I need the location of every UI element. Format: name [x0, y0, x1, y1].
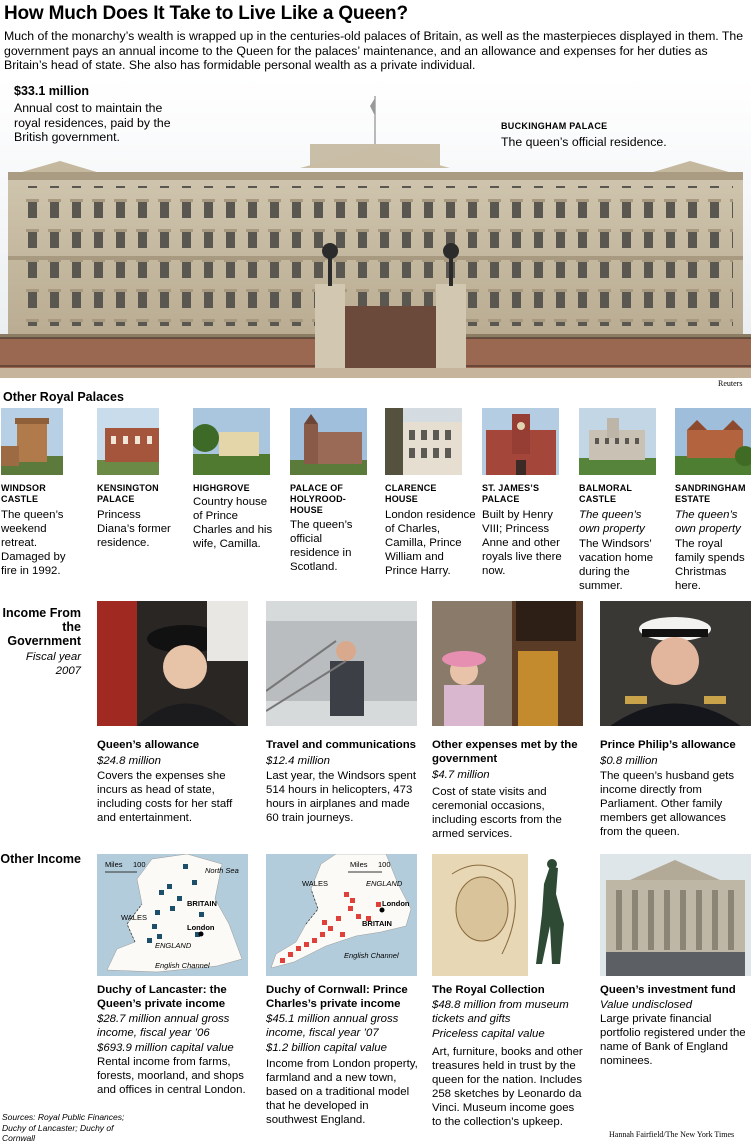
other-item-desc-0: Rental income from farms, forests, moorland, and shops and offices in central London. [97, 1056, 246, 1096]
palace-name-kensington: KENSINGTON PALACE [97, 483, 159, 504]
map2-scale-label: 100 [378, 860, 391, 869]
palace-name-windsor: WINDSOR CASTLE [1, 483, 46, 504]
palace-name-clarence: CLARENCE HOUSE [385, 483, 437, 504]
map1-channel-label: English Channel [155, 961, 210, 970]
palace-name-balmoral: BALMORAL CASTLE [579, 483, 632, 504]
clarence-house-photo [385, 408, 462, 475]
income-gov-sub: Fiscal year 2007 [25, 651, 81, 677]
other-item-value1-3: Value undisclosed [600, 999, 693, 1011]
photo-credit: Reuters [718, 379, 743, 388]
gov-item-title-0: Queen’s allowance [97, 739, 200, 751]
map1-britain-label: BRITAIN [187, 899, 217, 908]
map1-wales-label: WALES [121, 913, 147, 922]
gov-item-title-3: Prince Philip’s allowance [600, 739, 736, 751]
map2-england-label: ENGLAND [366, 879, 403, 888]
palace-name-sandringham: SANDRINGHAM ESTATE [675, 483, 746, 504]
other-item-title-2: The Royal Collection [432, 984, 545, 996]
palace-name-highgrove: HIGHGROVE [193, 483, 250, 493]
intro-text: Much of the monarchy’s wealth is wrapped up in the centuries-old palaces of Britain, as well as the masterpieces displayed in them. The government pays an annual income to the Queen for the palaces’ maintenance, and an allowance and expenses for her duties as Britain’s head of state. She also has formidable personal wealth as a private individual. [4, 29, 744, 73]
palace-desc-clarence: London residence of Charles, Camilla, Prince William and Prince Harry. [385, 509, 476, 577]
gov-item-title-2: Other expenses met by the government [432, 739, 578, 765]
palace-desc-st-james: Built by Henry VIII; Princess Anne and other royals live there now. [482, 509, 562, 577]
map1-scale-label: 100 [133, 860, 146, 869]
palace-desc-holyrood: The queen’s official residence in Scotland. [290, 519, 353, 573]
map1-sea-label: North Sea [205, 866, 239, 875]
other-item-title-0: Duchy of Lancaster: the Queen’s private income [97, 984, 227, 1010]
prince-philip-photo [600, 601, 751, 726]
other-item-value1-2: $48.8 million from museum tickets and gifts [432, 999, 569, 1025]
sources-note: Sources: Royal Public Finances; Duchy of Lancaster; Duchy of Cornwall [2, 1112, 125, 1143]
gov-item-value-0: $24.8 million [97, 755, 161, 767]
byline: Hannah Fairfield/The New York Times [609, 1130, 735, 1139]
other-income-label: Other Income [0, 852, 81, 866]
sandringham-estate-photo [675, 408, 751, 475]
gov-item-value-1: $12.4 million [266, 755, 330, 767]
st-jamess-palace-photo [482, 408, 559, 475]
prince-charles-plane-photo [266, 601, 417, 726]
gov-item-title-1: Travel and communications [266, 739, 417, 751]
palace-note-balmoral: The queen’s own property [579, 509, 645, 535]
holyroodhouse-photo [290, 408, 367, 475]
palace-desc-kensington: Princess Diana’s former residence. [97, 509, 171, 549]
royal-collection-photo [432, 854, 583, 976]
map1-london-label: London [187, 923, 215, 932]
gov-item-desc-1: Last year, the Windsors spent 514 hours in helicopters, 473 hours in airplanes and made 60 train journeys. [266, 770, 417, 824]
other-item-desc-3: Large private financial portfolio registered under the name of Bank of England nominees. [600, 1013, 746, 1067]
bank-of-england-photo [600, 854, 751, 976]
other-item-desc-1: Income from London property, farmland and a new town, based on a traditional model that he developed in southwest England. [266, 1058, 418, 1126]
map2-miles-label: Miles [350, 860, 368, 869]
map2-channel-label: English Channel [344, 951, 399, 960]
other-item-value2-1: $1.2 billion capital value [266, 1042, 387, 1054]
kensington-palace-photo [97, 408, 159, 475]
highgrove-photo [193, 408, 270, 475]
palace-name-holyrood: PALACE OF HOLYROOD-HOUSE [290, 483, 346, 515]
map2-london-label: London [382, 899, 410, 908]
duchy-cornwall-map [266, 854, 417, 976]
gov-item-desc-0: Covers the expenses she incurs as head of state, including costs for her staff and entertainment. [97, 770, 233, 824]
palace-note-sandringham: The queen’s own property [675, 509, 741, 535]
gov-item-value-2: $4.7 million [432, 769, 490, 781]
balmoral-castle-photo [579, 408, 656, 475]
palace-desc-sandringham: The royal family spends Christmas here. [675, 538, 745, 592]
other-item-value1-0: $28.7 million annual gross income, fiscal year ’06 [97, 1013, 230, 1039]
other-palaces-heading: Other Royal Palaces [3, 390, 124, 404]
palace-desc-highgrove: Country house of Prince Charles and his wife, Camilla. [193, 496, 273, 550]
state-visit-photo [432, 601, 583, 726]
other-item-title-3: Queen’s investment fund [600, 984, 736, 996]
buckingham-description: The queen’s official residence. [501, 135, 667, 149]
map2-wales-label: WALES [302, 879, 328, 888]
palace-desc-balmoral: The Windsors’ vacation home during the summer. [579, 538, 654, 592]
page-title: How Much Does It Take to Live Like a Queen? [4, 3, 408, 24]
other-item-value1-1: $45.1 million annual gross income, fiscal year ’07 [266, 1013, 399, 1039]
map1-miles-label: Miles [105, 860, 123, 869]
map1-england-label: ENGLAND [155, 941, 192, 950]
gov-item-desc-2: Cost of state visits and ceremonial occasions, including escorts from the armed services. [432, 786, 562, 840]
cost-amount: $33.1 million [14, 84, 90, 98]
palace-name-st-james: ST. JAMES’S PALACE [482, 483, 540, 504]
income-gov-label: Income From the Government [2, 606, 81, 648]
windsor-castle-photo [1, 408, 63, 475]
queen-photo [97, 601, 248, 726]
gov-item-desc-3: The queen’s husband gets income directly from Parliament. Other family members get allowances from the queen. [600, 770, 735, 838]
map2-britain-label: BRITAIN [362, 919, 392, 928]
buckingham-name: BUCKINGHAM PALACE [501, 121, 608, 131]
duchy-lancaster-map [97, 854, 248, 976]
gov-item-value-3: $0.8 million [600, 755, 658, 767]
palace-desc-windsor: The queen’s weekend retreat. Damaged by fire in 1992. [1, 509, 66, 577]
other-item-value2-0: $693.9 million capital value [97, 1042, 234, 1054]
cost-description: Annual cost to maintain the royal residences, paid by the British government. [14, 101, 171, 144]
other-item-value2-2: Priceless capital value [432, 1028, 545, 1040]
other-item-desc-2: Art, furniture, books and other treasures held in trust by the queen for the nation. Includes 258 sketches by Leonardo da Vinci. Museum income goes to the collection’s upkeep. [432, 1046, 583, 1128]
other-item-title-1: Duchy of Cornwall: Prince Charles’s private income [266, 984, 408, 1010]
